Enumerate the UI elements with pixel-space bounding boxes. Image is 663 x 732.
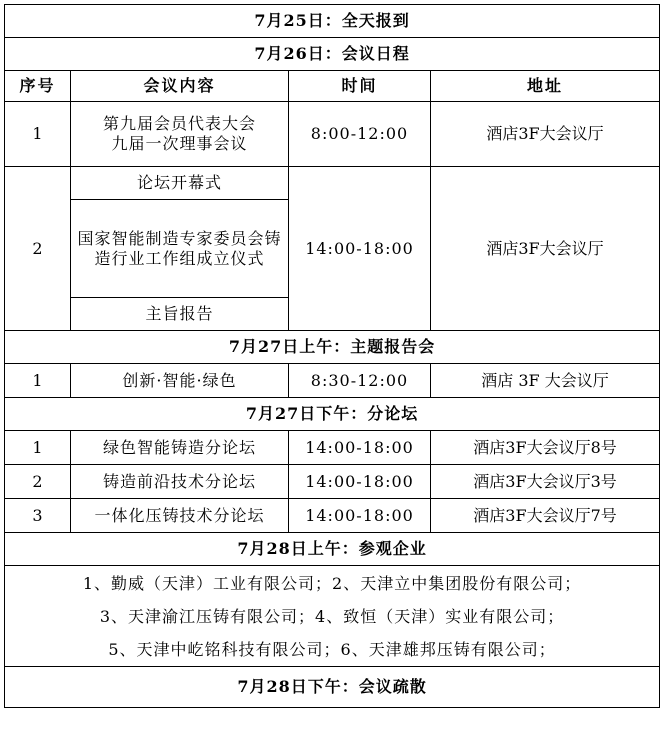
day4am-row	[5, 533, 660, 566]
row-place: 酒店 3F 大会议厅	[431, 364, 660, 398]
table-row	[5, 465, 660, 499]
col-header-content: 会议内容	[71, 71, 289, 102]
row-no: 1	[5, 431, 71, 465]
table-row	[5, 364, 660, 398]
day3am-title: 7月27日上午：主题报告会	[5, 331, 660, 364]
day2-title: 7月26日：会议日程	[5, 38, 660, 71]
row-place: 酒店3F大会议厅8号	[431, 431, 660, 465]
row-content	[71, 102, 289, 167]
row-content: 论坛开幕式	[71, 167, 289, 200]
row-time: 8:30-12:00	[289, 364, 431, 398]
day1-row	[5, 5, 660, 38]
visit-line: 5、天津中屹铭科技有限公司；6、天津雄邦压铸有限公司；	[108, 639, 556, 659]
schedule-table	[4, 4, 660, 708]
day1-title: 7月25日：全天报到	[5, 5, 660, 38]
row-no: 3	[5, 499, 71, 533]
visit-list	[5, 566, 660, 667]
table-row	[5, 167, 660, 200]
col-header-no: 序号	[5, 71, 71, 102]
row-no: 2	[5, 167, 71, 331]
content-line: 第九届会员代表大会	[102, 114, 256, 133]
row-content: 创新·智能·绿色	[71, 364, 289, 398]
day4am-title: 7月28日上午：参观企业	[5, 533, 660, 566]
row-content: 铸造前沿技术分论坛	[71, 465, 289, 499]
row-content: 绿色智能铸造分论坛	[71, 431, 289, 465]
row-no: 2	[5, 465, 71, 499]
visit-line: 3、天津渝江压铸有限公司；4、致恒（天津）实业有限公司；	[99, 606, 565, 626]
table-row	[5, 499, 660, 533]
col-header-place: 地址	[431, 71, 660, 102]
row-place: 酒店3F大会议厅	[431, 167, 660, 331]
row-place: 酒店3F大会议厅7号	[431, 499, 660, 533]
day3pm-row	[5, 398, 660, 431]
column-header-row	[5, 71, 660, 102]
visit-list-row	[5, 566, 660, 667]
table-row	[5, 102, 660, 167]
col-header-time: 时间	[289, 71, 431, 102]
day4pm-title: 7月28日下午：会议疏散	[5, 667, 660, 708]
content-line: 九届一次理事会议	[111, 134, 248, 153]
row-content: 国家智能制造专家委员会铸造行业工作组成立仪式	[71, 200, 289, 298]
row-time: 14:00-18:00	[289, 499, 431, 533]
day3am-row	[5, 331, 660, 364]
row-no: 1	[5, 102, 71, 167]
row-place: 酒店3F大会议厅	[431, 102, 660, 167]
row-time: 14:00-18:00	[289, 465, 431, 499]
row-no: 1	[5, 364, 71, 398]
row-time: 8:00-12:00	[289, 102, 431, 167]
day3pm-title: 7月27日下午：分论坛	[5, 398, 660, 431]
row-content: 主旨报告	[71, 298, 289, 331]
day4pm-row	[5, 667, 660, 708]
table-row	[5, 431, 660, 465]
row-time: 14:00-18:00	[289, 431, 431, 465]
row-content: 一体化压铸技术分论坛	[71, 499, 289, 533]
day2-row	[5, 38, 660, 71]
row-place: 酒店3F大会议厅3号	[431, 465, 660, 499]
row-time: 14:00-18:00	[289, 167, 431, 331]
visit-line: 1、勤威（天津）工业有限公司；2、天津立中集团股份有限公司；	[82, 573, 582, 593]
